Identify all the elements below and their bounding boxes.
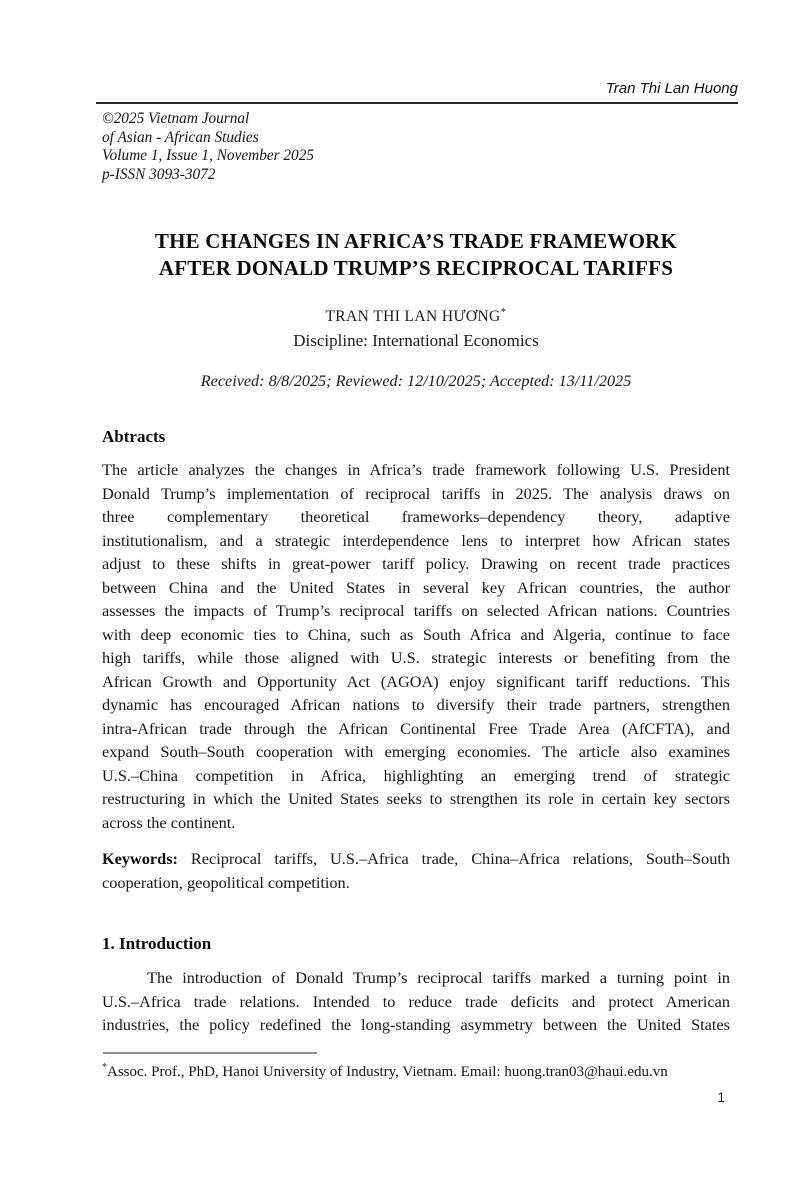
introduction-paragraph	[102, 966, 730, 1037]
abstract-line: The article analyzes the changes in Africa’s trade framework following U.S. President	[102, 460, 730, 479]
footnote-text: Assoc. Prof., PhD, Hanoi University of Industry, Vietnam. Email: huong.tran03@haui.edu.vn	[107, 1064, 668, 1080]
journal-imprint-line: ©2025 Vietnam Journal	[102, 110, 250, 127]
abstract-heading: Abtracts	[102, 427, 166, 446]
introduction-line: U.S.–Africa trade relations. Intended to reduce trade deficits and protect American	[102, 991, 730, 1011]
journal-imprint-line: p-ISSN 3093-3072	[102, 165, 216, 183]
journal-imprint-line: Volume 1, Issue 1, November 2025	[102, 147, 314, 165]
abstract-line: assesses the impacts of Trump’s reciprocal tariffs on selected African nations. Countries	[102, 601, 730, 620]
keywords-text: Reciprocal tariffs, U.S.–Africa trade, China–Africa relations, South–South	[177, 849, 730, 868]
abstract-line: African Growth and Opportunity Act (AGOA) enjoy significant tariff reductions. This	[102, 671, 730, 691]
footnote-marker: *	[102, 1062, 107, 1073]
abstract-line: three complementary theoretical frameworks–dependency theory, adaptive	[102, 507, 730, 526]
journal-imprint-line: of Asian - African Studies	[102, 128, 259, 146]
article-title-line2: AFTER DONALD TRUMP’S RECIPROCAL TARIFFS	[158, 256, 674, 280]
abstract-line: between China and the United States in several key African countries, the author	[102, 577, 730, 597]
author-footnote	[102, 1062, 730, 1082]
abstract-line: intra-African trade through the African Continental Free Trade Area (AfCFTA), and	[102, 718, 730, 738]
article-title-line1: THE CHANGES IN AFRICA’S TRADE FRAMEWORK	[154, 229, 678, 253]
author-name-text: TRAN THI LAN HƯƠNG	[325, 308, 501, 325]
keywords-paragraph	[102, 847, 730, 894]
discipline: Discipline: International Economics	[293, 331, 539, 350]
abstract-line: Donald Trump’s implementation of reciprocal tariffs in 2025. The analysis draws on	[102, 483, 730, 503]
abstract-line: institutionalism, and a strategic interdependence lens to interpret how African states	[102, 530, 730, 550]
journal-imprint	[102, 110, 730, 184]
abstract-line: expand South–South cooperation with emerging economies. The article also examines	[102, 742, 730, 761]
running-head-author: Tran Thi Lan Huong	[96, 80, 738, 104]
keywords-line: cooperation, geopolitical competition.	[102, 872, 350, 892]
article-dates: Received: 8/8/2025; Reviewed: 12/10/2025; Accepted: 13/11/2025	[200, 372, 632, 390]
introduction-heading: 1. Introduction	[102, 934, 212, 953]
abstract-line: across the continent.	[102, 812, 236, 832]
abstract-line: restructuring in which the United States seeks to strengthen its role in certain key sectors	[102, 789, 730, 808]
abstract-line: high tariffs, while those aligned with U.S. strategic interests or benefiting from the	[102, 648, 730, 667]
abstract-line: U.S.–China competition in Africa, highlighting an emerging trend of strategic	[102, 765, 730, 785]
author-name	[102, 307, 730, 326]
abstract-line: adjust to these shifts in great-power tariff policy. Drawing on recent trade practices	[102, 554, 730, 573]
keywords-line	[102, 847, 730, 871]
abstract-paragraph	[102, 458, 730, 834]
introduction-line: The introduction of Donald Trump’s reciprocal tariffs marked a turning point in	[147, 968, 730, 987]
author-footnote-marker: *	[500, 305, 507, 318]
keywords-label: Keywords:	[102, 849, 178, 868]
footnote-separator-rule	[103, 1052, 317, 1054]
article-title	[102, 228, 730, 282]
introduction-line: industries, the policy redefined the long-standing asymmetry between the United States	[102, 1015, 730, 1034]
page-number: 1	[717, 1090, 725, 1105]
abstract-line: dynamic has encouraged African nations to diversify their trade partners, strengthen	[102, 695, 730, 714]
abstract-line: with deep economic ties to China, such as South Africa and Algeria, continue to face	[102, 624, 730, 644]
